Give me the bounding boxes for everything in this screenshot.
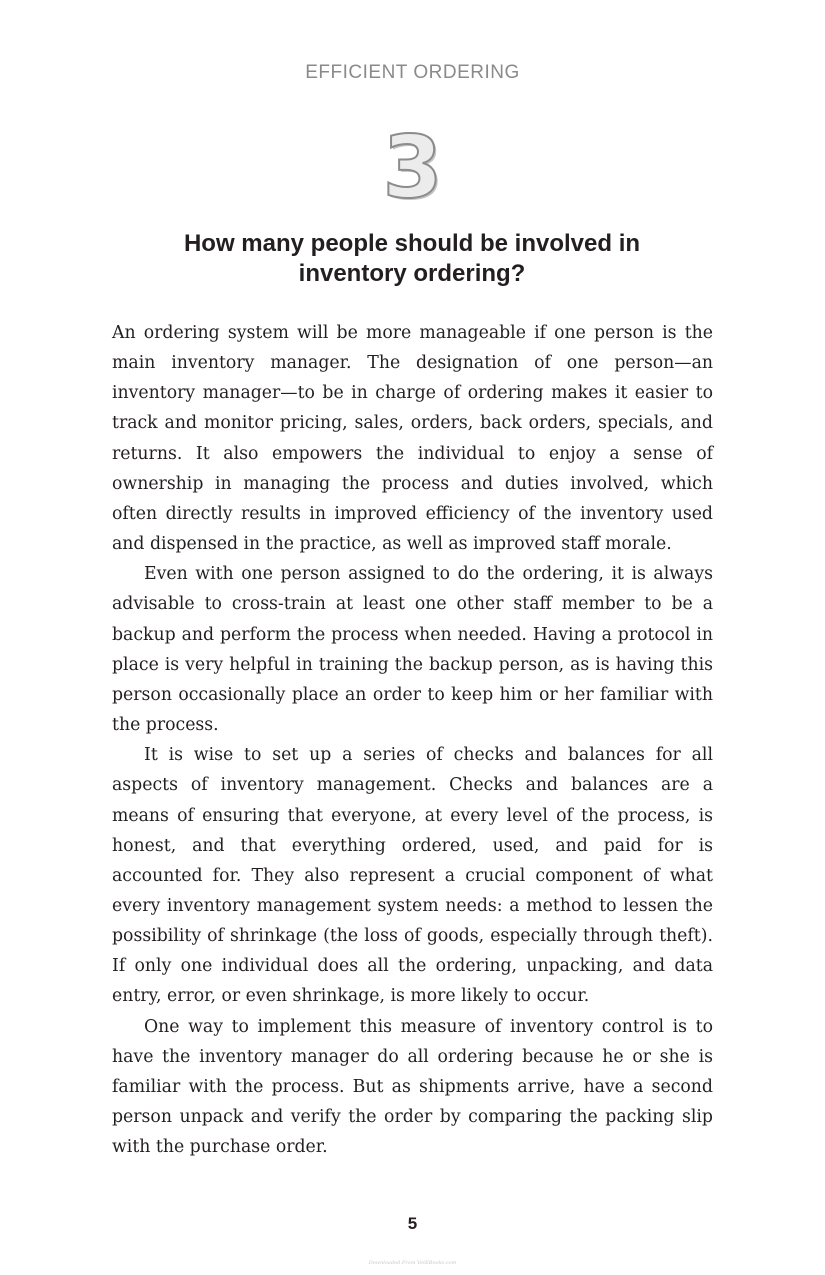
chapter-number: 3 bbox=[382, 118, 443, 218]
running-head: EFFICIENT ORDERING bbox=[305, 62, 520, 83]
chapter-title-line-2: inventory ordering? bbox=[298, 260, 526, 287]
page-number: 5 bbox=[407, 1214, 418, 1233]
paragraph-1: An ordering system will be more manageable if one person is the main inventory manager. The designation of one person—an inventory manager—to be in charge of ordering makes it easier to track and monitor pricing, sales, orders, back orders, specials, and returns. It also empowers the individual to enjoy a sense of ownership in managing the process and duties involved, which often directly results in improved efficiency of the inventory used and dispensed in the practice, as well as improved staff morale. bbox=[112, 323, 713, 555]
body-text bbox=[112, 318, 713, 1162]
chapter-title-line-1: How many people should be involved in bbox=[183, 230, 641, 257]
paragraph-2: Even with one person assigned to do the ordering, it is always advisable to cross-train at least one other staff member to be a backup and perform the process when needed. Having a protocol in place is very helpful in training the backup person, as is having this person occasionally place an order to keep him or her familiar with the process. bbox=[112, 564, 713, 736]
watermark: Downloaded From VetEBooks.com bbox=[368, 1260, 457, 1266]
paragraph-4: One way to implement this measure of inventory control is to have the inventory manager do all ordering because he or she is familiar with the process. But as shipments arrive, have a second person unpack and verify the order by comparing the packing slip with the purchase order. bbox=[112, 1016, 713, 1158]
chapter-title bbox=[112, 229, 712, 289]
paragraph-3: It is wise to set up a series of checks and balances for all aspects of inventory management. Checks and balances are a means of ensuring that everyone, at every level of the process, is honest, and that everything ordered, used, and paid for is accounted for. They also represent a crucial component of what every inventory management system needs: a method to lessen the possibility of shrinkage (the loss of goods, especially through theft). If only one individual does all the ordering, unpacking, and data entry, error, or even shrinkage, is more likely to occur. bbox=[112, 745, 713, 1007]
